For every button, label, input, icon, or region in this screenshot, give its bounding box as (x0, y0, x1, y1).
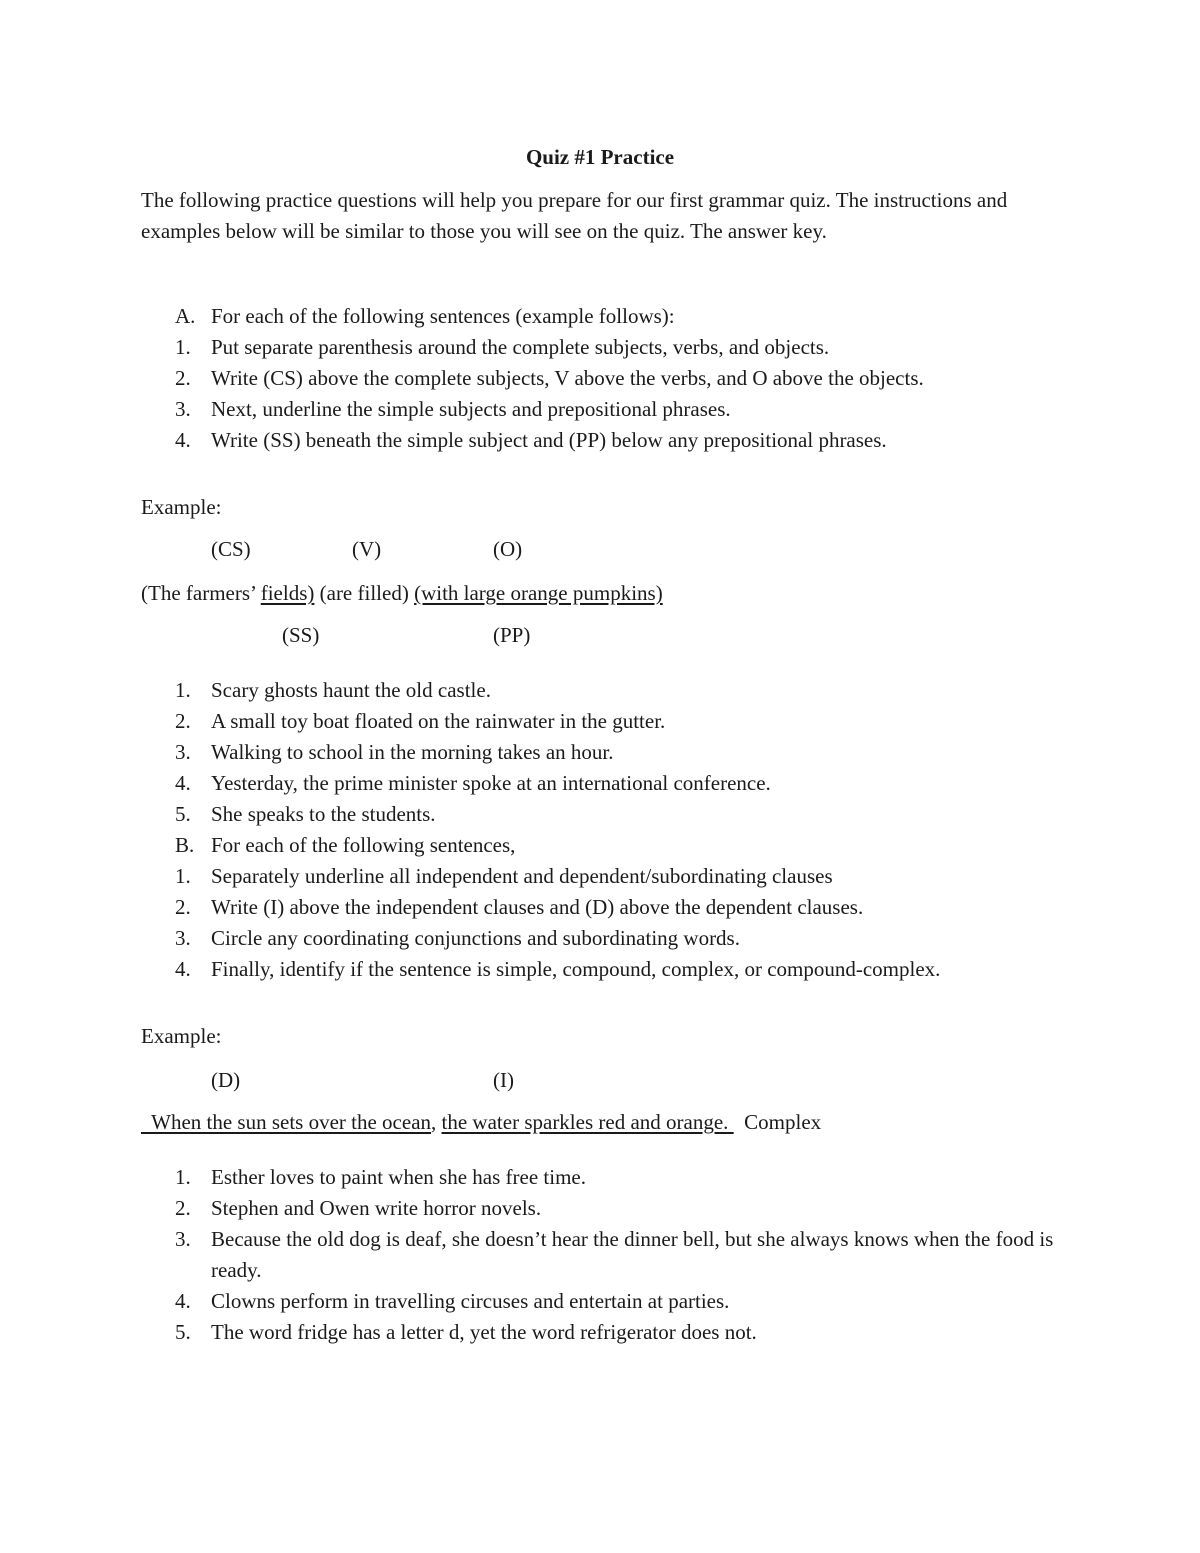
sentence-text: She speaks to the students. (211, 802, 436, 826)
step-number: 1. (175, 335, 191, 359)
sentence-number: 5. (175, 1320, 191, 1344)
sentence-number: 4. (175, 771, 191, 795)
step-text: Write (CS) above the complete subjects, V above the verbs, and O above the objects. (211, 366, 924, 390)
page-title: Quiz #1 Practice (525, 145, 675, 169)
step-text: Finally, identify if the sentence is simple, compound, complex, or compound-complex. (211, 957, 941, 981)
sentence-number: 5. (175, 802, 191, 826)
example-b-part: , (431, 1110, 442, 1134)
step-text: Write (I) above the independent clauses and (D) above the dependent clauses. (211, 895, 864, 919)
sentence-number: 1. (175, 1165, 191, 1189)
example-b-classification: Complex (733, 1110, 822, 1134)
example-a-simple-subject: fields) (260, 581, 315, 605)
example-b-independent-clause: the water sparkles red and orange. (441, 1110, 734, 1134)
example-b-sentence (141, 1107, 821, 1138)
sentence-text: Scary ghosts haunt the old castle. (211, 678, 491, 702)
section-a-heading-text: For each of the following sentences (example follows): (211, 304, 675, 328)
sentence-text: Because the old dog is deaf, she doesn’t hear the dinner bell, but she always knows when the food is ready. (211, 1227, 1054, 1282)
example-a-tag-cs: (CS) (211, 537, 251, 561)
step-number: 2. (175, 366, 191, 390)
example-b-tag-d: (D) (211, 1068, 241, 1092)
sentence-text: A small toy boat floated on the rainwater in the gutter. (211, 709, 666, 733)
sentence-number: 2. (175, 1196, 191, 1220)
step-text: Separately underline all independent and dependent/subordinating clauses (211, 864, 833, 888)
example-a-prepositional-phrase: (with large orange pumpkins) (414, 581, 663, 605)
section-b-heading-text: For each of the following sentences, (211, 833, 516, 857)
example-a-part: (are filled) (314, 581, 415, 605)
step-number: 2. (175, 895, 191, 919)
section-a-label: A. (175, 304, 196, 328)
example-b-dependent-clause: When the sun sets over the ocean (141, 1110, 432, 1134)
example-b-label: Example: (141, 1024, 222, 1048)
step-text: Next, underline the simple subjects and prepositional phrases. (211, 397, 731, 421)
example-a-part: (The farmers’ (141, 581, 261, 605)
section-b-label: B. (175, 833, 195, 857)
sentence-number: 1. (175, 678, 191, 702)
step-text: Put separate parenthesis around the complete subjects, verbs, and objects. (211, 335, 830, 359)
intro-paragraph: The following practice questions will help you prepare for our first grammar quiz. The instructions and examples below will be similar to those you will see on the quiz. The answer key. (141, 188, 1008, 243)
sentence-text: Walking to school in the morning takes an hour. (211, 740, 614, 764)
example-b-tag-i: (I) (493, 1068, 514, 1092)
example-a-tag-v: (V) (352, 537, 382, 561)
step-number: 3. (175, 397, 191, 421)
sentence-number: 3. (175, 740, 191, 764)
step-text: Circle any coordinating conjunctions and subordinating words. (211, 926, 740, 950)
step-number: 1. (175, 864, 191, 888)
step-number: 3. (175, 926, 191, 950)
sentence-text: Yesterday, the prime minister spoke at an international conference. (211, 771, 771, 795)
step-number: 4. (175, 428, 191, 452)
example-a-tag-pp: (PP) (493, 623, 531, 647)
sentence-number: 4. (175, 1289, 191, 1313)
sentence-text: Esther loves to paint when she has free time. (211, 1165, 586, 1189)
sentence-text: The word fridge has a letter d, yet the word refrigerator does not. (211, 1320, 757, 1344)
step-text: Write (SS) beneath the simple subject and (PP) below any prepositional phrases. (211, 428, 887, 452)
example-a-tag-o: (O) (493, 537, 523, 561)
step-number: 4. (175, 957, 191, 981)
example-a-sentence (141, 578, 663, 609)
example-a-tag-ss: (SS) (282, 623, 320, 647)
sentence-number: 2. (175, 709, 191, 733)
sentence-text: Clowns perform in travelling circuses and entertain at parties. (211, 1289, 730, 1313)
example-a-label: Example: (141, 495, 222, 519)
sentence-number: 3. (175, 1227, 191, 1251)
sentence-text: Stephen and Owen write horror novels. (211, 1196, 542, 1220)
